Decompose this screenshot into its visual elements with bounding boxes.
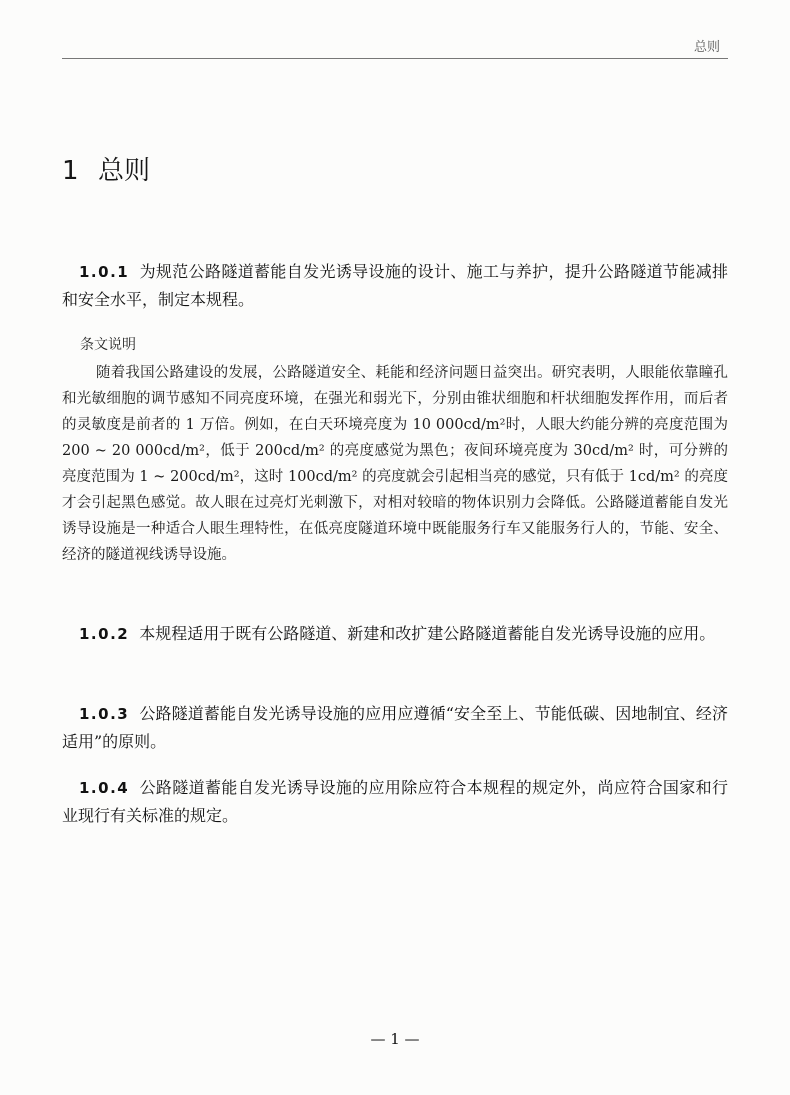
header-divider	[62, 58, 728, 59]
running-header-label: 总则	[693, 40, 720, 55]
commentary-title: 条文说明	[80, 337, 136, 353]
chapter-heading	[62, 150, 150, 187]
clause-1-0-2	[62, 620, 728, 648]
clause-text: 公路隧道蓄能自发光诱导设施的应用除应符合本规程的规定外，尚应符合国家和行业现行有关标准的规定。	[62, 778, 728, 825]
commentary-text: 随着我国公路建设的发展，公路隧道安全、耗能和经济问题日益突出。研究表明，人眼能依靠瞳孔和光敏细胞的调节感知不同亮度环境，在强光和弱光下，分别由锥状细胞和杆状细胞发挥作用，而后者的灵敏度是前者的 1 万倍。例如，在白天环境亮度为 10 000cd/m²时，人眼大约能分辨的亮度范围为 200 ~ 20 000cd/m²，低于 200cd/m² 的亮度感觉为黑色；夜间环境亮度为 30cd/m² 时，可分辨的亮度范围为 1 ~ 200cd/m²，这时 100cd/m² 的亮度就会引起相当亮的感觉，只有低于 1cd/m² 的亮度才会引起黑色感觉。故人眼在过亮灯光刺激下，对相对较暗的物体识别力会降低。公路隧道蓄能自发光诱导设施是一种适合人眼生理特性，在低亮度隧道环境中既能服务行车又能服务行人的，节能、安全、经济的隧道视线诱导设施。	[62, 365, 728, 563]
clause-number: 1.0.1	[79, 263, 130, 281]
clause-text: 为规范公路隧道蓄能自发光诱导设施的设计、施工与养护，提升公路隧道节能减排和安全水平，制定本规程。	[62, 262, 728, 309]
clause-number: 1.0.2	[79, 625, 130, 643]
clause-1-0-1	[62, 258, 728, 314]
chapter-title: 总则	[98, 156, 151, 186]
clause-number: 1.0.3	[79, 705, 130, 723]
clause-text: 本规程适用于既有公路隧道、新建和改扩建公路隧道蓄能自发光诱导设施的应用。	[139, 624, 716, 643]
clause-1-0-3	[62, 700, 728, 756]
page-number: — 1 —	[370, 1030, 420, 1048]
clause-text: 公路隧道蓄能自发光诱导设施的应用应遵循“安全至上、节能低碳、因地制宜、经济适用”的原则。	[62, 704, 728, 751]
chapter-number: 1	[62, 156, 79, 186]
clause-1-0-4	[62, 774, 728, 830]
clause-number: 1.0.4	[79, 779, 130, 797]
